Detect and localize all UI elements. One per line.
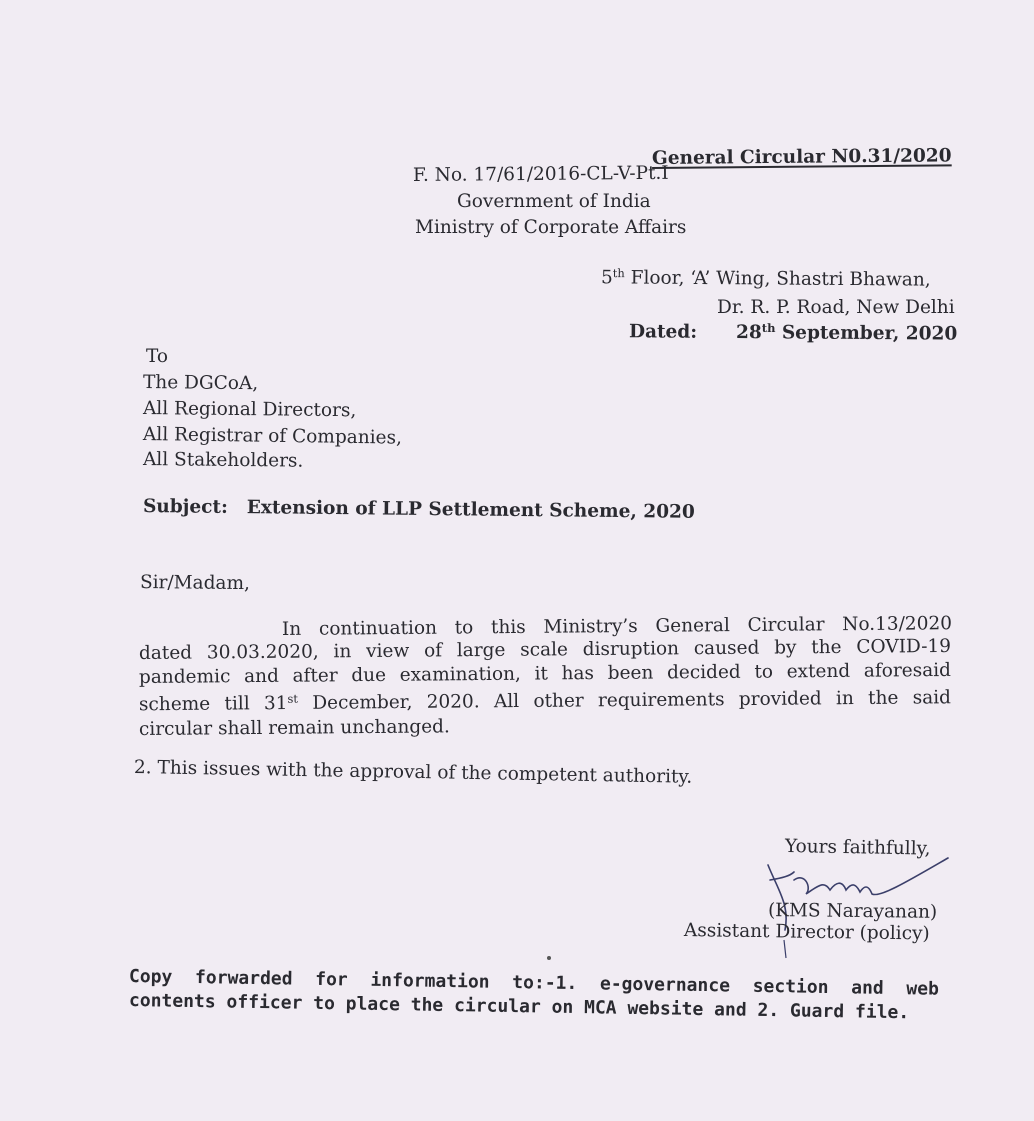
date-sup: th	[761, 320, 776, 336]
para1-line-4-pre: scheme till 31	[138, 693, 288, 716]
ministry-line: Ministry of Corporate Affairs	[415, 217, 687, 238]
recipient-dgcoa: The DGCoA,	[142, 372, 259, 395]
file-number: F. No. 17/61/2016-CL-V-Pt.I	[412, 162, 669, 186]
subject-label: Subject:	[142, 496, 228, 518]
address-road: Dr. R. P. Road, New Delhi	[717, 297, 955, 318]
para1-line-3-text: pandemic and after due examination, it has been decided to extend aforesaid	[138, 659, 952, 688]
subject-line	[143, 496, 695, 523]
para1-line-4-sup: st	[287, 691, 299, 706]
scan-speck	[547, 956, 551, 960]
para2: 2. This issues with the approval of the competent authority.	[133, 757, 693, 788]
yours-faithfully: Yours faithfully,	[784, 836, 931, 860]
dated-label: Dated:	[628, 321, 698, 343]
address-floor	[601, 266, 931, 291]
to-label: To	[146, 346, 169, 367]
para1-line-5: circular shall remain unchanged.	[138, 716, 450, 740]
copy-forwarded-line-2: contents officer to place the circular on MCA website and 2. Guard file.	[128, 990, 910, 1024]
para1-line-1-text: In continuation to this Ministry’s General Circular No.13/2020	[281, 613, 953, 640]
floor-sup: th	[612, 266, 625, 281]
floor-rest: Floor, ‘A’ Wing, Shastri Bhawan,	[624, 267, 931, 291]
circular-title: General Circular N0.31/2020	[651, 145, 952, 169]
floor-number: 5	[600, 267, 613, 289]
copy-forwarded-line-1-text: Copy forwarded for information to:-1. e-governance section and web	[128, 966, 940, 1000]
para1-line-4	[139, 686, 951, 715]
para1-line-2	[139, 636, 951, 664]
signatory-designation: Assistant Director (policy)	[683, 920, 930, 945]
para1-line-3	[139, 660, 951, 688]
salutation: Sir/Madam,	[139, 572, 251, 595]
dated-line	[629, 320, 957, 345]
date-day: 28	[735, 322, 762, 344]
date-rest: September, 2020	[775, 322, 958, 345]
recipient-regional-directors: All Regional Directors,	[142, 398, 357, 422]
government-line: Government of India	[457, 191, 651, 212]
signatory-name: (KMS Narayanan)	[767, 900, 938, 923]
recipient-registrar: All Registrar of Companies,	[142, 424, 403, 449]
recipient-stakeholders: All Stakeholders.	[142, 449, 304, 472]
para1-line-4-post: December, 2020. All other requirements provided in the said	[297, 687, 952, 714]
subject-text: Extension of LLP Settlement Scheme, 2020	[246, 497, 695, 523]
para1-line-2-text: dated 30.03.2020, in view of large scale disruption caused by the COVID-19	[138, 635, 952, 664]
